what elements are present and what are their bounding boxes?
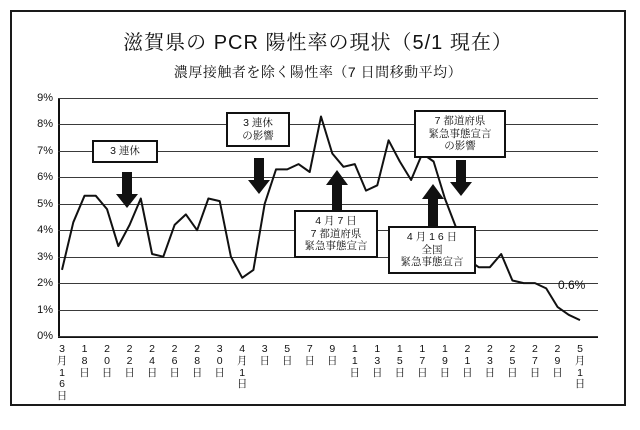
x-tick-label: 3 0 日 — [214, 343, 225, 379]
x-tick-label: 5 日 — [281, 343, 293, 367]
y-tick-label: 3% — [37, 250, 53, 263]
y-tick-label: 9% — [37, 92, 53, 104]
x-tick-label: 2 6 日 — [169, 343, 180, 379]
y-tick-label: 0% — [37, 330, 53, 342]
x-tick-label: 2 5 日 — [507, 343, 518, 379]
chart-frame — [10, 10, 626, 406]
x-tick-label: 2 9 日 — [552, 343, 563, 379]
y-tick-label: 8% — [37, 118, 53, 131]
x-tick-label: 5 月 1 日 — [574, 343, 586, 391]
x-tick-label: 7 日 — [304, 343, 315, 367]
y-tick-label: 6% — [37, 171, 53, 184]
x-tick-label: 9 日 — [327, 343, 338, 367]
arrow-down-3 — [450, 160, 472, 196]
x-tick-label: 2 0 日 — [101, 343, 113, 379]
y-tick-label: 4% — [37, 224, 53, 237]
y-tick-label: 7% — [37, 144, 53, 157]
annotation-text-4: 4 月 7 日 7 都道府県 緊急事態宣言 — [304, 215, 368, 253]
x-tick-label: 2 7 日 — [529, 343, 541, 379]
annotation-box-3 — [414, 110, 506, 158]
x-tick-label: 1 9 日 — [439, 343, 451, 379]
x-tick-label: 1 7 日 — [417, 343, 428, 379]
chart-subtitle: 濃厚接触者を除く陽性率（7 日間移動平均） — [173, 64, 463, 80]
x-tick-label: 3 月 1 6 日 — [56, 343, 68, 402]
x-tick-label: 2 3 日 — [484, 343, 496, 379]
annotation-box-2 — [226, 112, 290, 147]
x-tick-label: 4 月 1 日 — [236, 343, 248, 391]
annotation-text-3: 7 都道府県 緊急事態宣言 の影響 — [428, 115, 492, 153]
x-tick-label: 2 2 日 — [124, 343, 135, 379]
x-tick-label: 1 5 日 — [394, 343, 406, 379]
arrow-down-1 — [116, 172, 138, 208]
gridline — [58, 336, 598, 337]
x-tick-label: 1 1 日 — [349, 343, 361, 379]
page-title: 滋賀県の PCR 陽性率の現状（5/1 現在） — [123, 32, 513, 54]
end-value-label: 0.6% — [558, 278, 586, 292]
arrow-down-2 — [248, 158, 270, 194]
arrow-up-4 — [326, 170, 348, 210]
annotation-box-1 — [92, 140, 158, 163]
y-tick-label: 2% — [37, 277, 53, 290]
plot-area — [37, 92, 598, 402]
annotation-text-2: 3 連休 の影響 — [242, 117, 274, 142]
x-tick-label: 2 4 日 — [146, 343, 158, 379]
x-tick-label: 3 日 — [259, 343, 270, 367]
y-tick-label: 5% — [37, 197, 53, 210]
annotation-box-4 — [294, 210, 378, 258]
annotation-text-5: 4 月 1 6 日 全国 緊急事態宣言 — [400, 231, 464, 269]
x-tick-label: 2 1 日 — [462, 343, 473, 379]
x-tick-label: 1 3 日 — [372, 343, 383, 379]
annotation-box-5 — [388, 226, 476, 274]
x-tick-label: 2 8 日 — [191, 343, 203, 379]
y-tick-label: 1% — [37, 303, 53, 316]
annotation-text-1: 3 連休 — [110, 145, 140, 157]
x-tick-label: 1 8 日 — [79, 343, 90, 379]
arrow-up-5 — [422, 184, 444, 226]
